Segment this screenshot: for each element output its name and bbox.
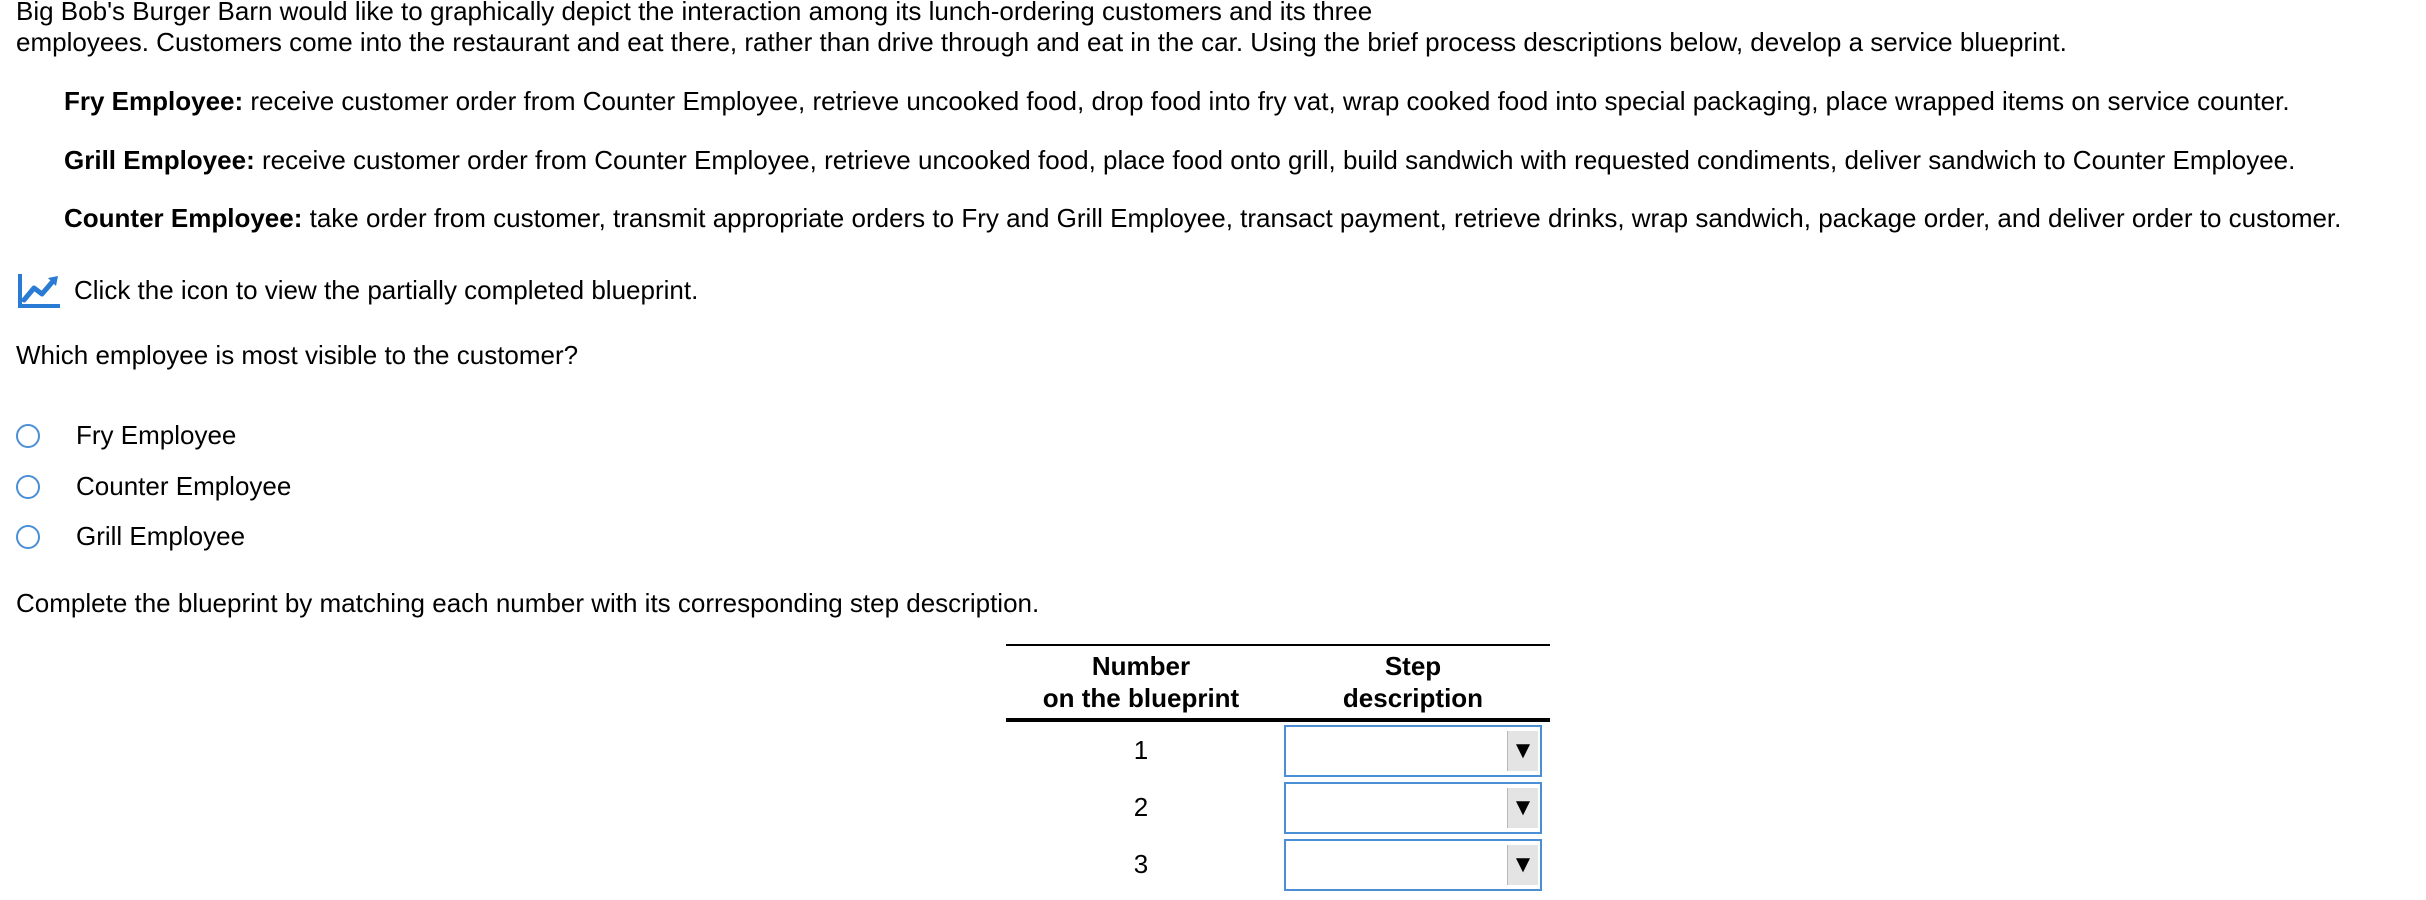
counter-employee-description	[64, 203, 2341, 234]
intro-paragraph	[16, 0, 2067, 58]
dropdown-arrow-icon[interactable]: ▼	[1507, 788, 1538, 828]
blueprint-link-row	[16, 270, 698, 310]
step-description-dropdown[interactable]	[1284, 725, 1542, 777]
intro-line-1: Big Bob's Burger Barn would like to graphically depict the interaction among its lunch-ordering customers and its three	[16, 0, 1373, 26]
intro-line-2: employees. Customers come into the restaurant and eat there, rather than drive through and eat in the car. Using the brief process descriptions below, develop a service blueprint.	[16, 27, 2067, 57]
row-number: 1	[1133, 735, 1149, 765]
radio-button[interactable]	[16, 475, 40, 499]
header-step-line1: Step	[1384, 651, 1442, 681]
matching-table	[1006, 644, 1550, 893]
fry-employee-label: Fry Employee:	[64, 86, 244, 116]
row-number: 2	[1133, 792, 1149, 822]
step-description-dropdown[interactable]	[1284, 839, 1542, 891]
chart-icon[interactable]	[16, 270, 64, 310]
table-row	[1006, 779, 1550, 836]
dropdown-arrow-icon[interactable]: ▼	[1507, 731, 1538, 771]
question-visible-employee: Which employee is most visible to the customer?	[16, 340, 579, 370]
blueprint-link-text: Click the icon to view the partially completed blueprint.	[74, 274, 699, 305]
fry-employee-description	[64, 86, 2290, 117]
table-row	[1006, 722, 1550, 779]
step-description-dropdown[interactable]	[1284, 782, 1542, 834]
row-number: 3	[1133, 849, 1149, 879]
grill-employee-description	[64, 145, 2295, 176]
option-fry-employee[interactable]	[16, 420, 236, 451]
header-number-line2: on the blueprint	[1042, 683, 1240, 713]
header-number	[1006, 650, 1276, 714]
header-step-description	[1276, 650, 1550, 714]
question-match-blueprint: Complete the blueprint by matching each number with its corresponding step description.	[16, 588, 1040, 618]
header-step-line2: description	[1342, 683, 1484, 713]
grill-employee-label: Grill Employee:	[64, 145, 255, 175]
dropdown-arrow-icon[interactable]: ▼	[1507, 845, 1538, 885]
radio-button[interactable]	[16, 525, 40, 549]
fry-employee-text: receive customer order from Counter Employee, retrieve uncooked food, drop food into fry vat, wrap cooked food into special packaging, place wrapped items on service counter.	[243, 86, 2290, 116]
header-number-line1: Number	[1091, 651, 1191, 681]
grill-employee-text: receive customer order from Counter Employee, retrieve uncooked food, place food onto grill, build sandwich with requested condiments, deliver sandwich to Counter Employee.	[254, 145, 2296, 175]
option-counter-employee[interactable]	[16, 471, 291, 502]
table-header	[1006, 646, 1550, 722]
option-grill-employee[interactable]	[16, 521, 245, 552]
counter-employee-text: take order from customer, transmit appropriate orders to Fry and Grill Employee, transact payment, retrieve drinks, wrap sandwich, package order, and deliver order to customer.	[302, 203, 2342, 233]
counter-employee-label: Counter Employee:	[64, 203, 303, 233]
option-label: Counter Employee	[76, 471, 292, 501]
radio-button[interactable]	[16, 424, 40, 448]
table-row	[1006, 836, 1550, 893]
option-label: Fry Employee	[76, 420, 237, 450]
option-label: Grill Employee	[76, 521, 246, 551]
